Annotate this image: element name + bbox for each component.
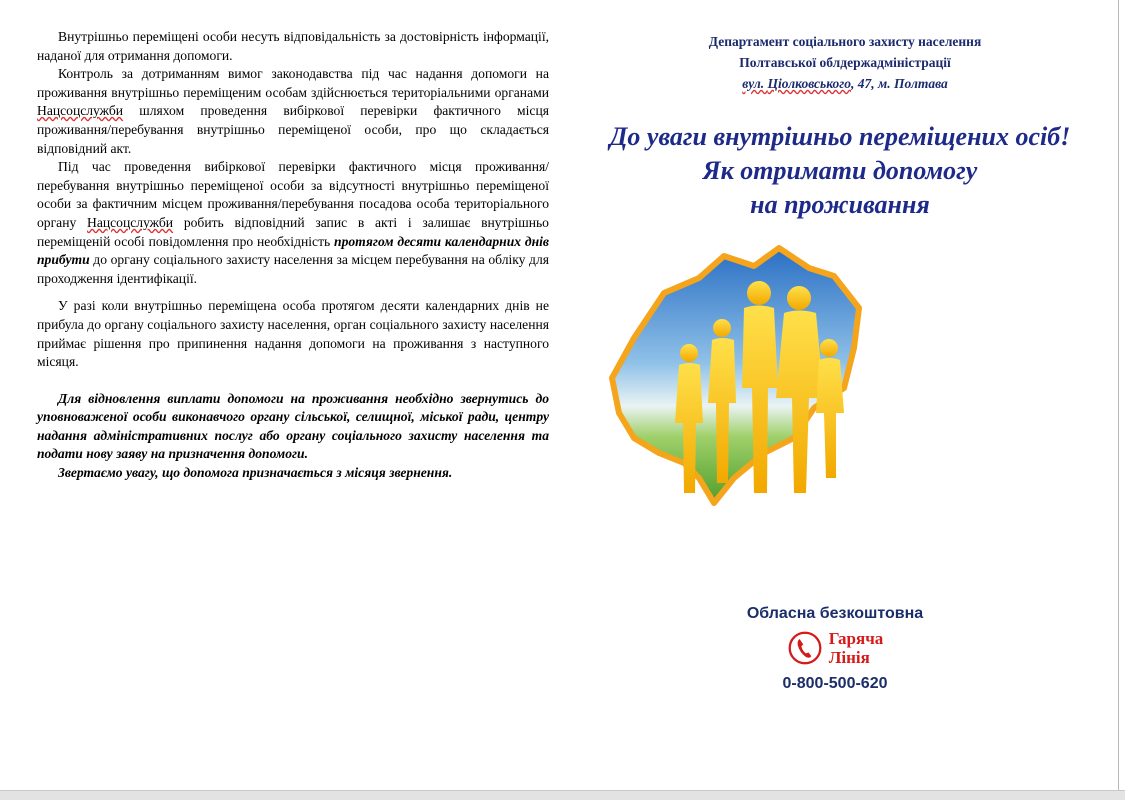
left-column [37, 28, 549, 483]
paragraph-control: Контроль за дотриманням вимог законодавства під час надання допомоги на проживання внутрішньо переміщеним особам здійснюється територіальними органами Нацсоцслужби шляхом проведення вибіркової перевірки фактичного місця проживання/перебування внутрішньо переміщеної особи, про що складається відповідний акт. [37, 66, 549, 156]
paragraph-inspection: Під час проведення вибіркової перевірки фактичного місця проживання/перебування внутрішньо переміщеної особи за відсутності внутрішньо переміщеної особи за фактичним місцем проживання/перебування посадова особа територіального органу Нацсоцслужби робить відповідний запис в акті і залишає внутрішньо переміщеній особі повідомлення про необхідність протягом десяти календарних днів прибути до органу соціального захисту населення за місцем перебування на обліку для проходження ідентифікації. [37, 159, 549, 286]
hotline-number: 0-800-500-620 [782, 675, 888, 692]
hotline-caption: Обласна безкоштовна [746, 605, 924, 622]
administration-name: Полтавської облдержадміністрації [739, 55, 951, 70]
address: вул. Ціолковського, 47, м. Полтава [742, 76, 948, 91]
department-header [620, 31, 1070, 94]
hotline-word-2: Лінія [828, 648, 870, 667]
phone-icon [787, 630, 823, 666]
paragraph-note: Звертаємо увагу, що допомога призначається з місяця звернення. [58, 465, 453, 481]
leaflet-title: До уваги внутрішньо переміщених осіб! Як отримати допомогу на проживання [609, 122, 1071, 219]
emphasis-text: протягом десяти календарних днів прибути [37, 233, 549, 268]
department-name: Департамент соціального захисту населення [708, 34, 982, 49]
paragraph-renewal: Для відновлення виплати допомоги на проживання необхідно звернутись до уповноваженої особи виконавчого органу сільської, селищної, міської ради, центру надання адміністративних послуг або органу соціального захисту населення та подати нову заяву на призначення допомоги. [37, 390, 549, 462]
hotline-block [720, 605, 950, 693]
paragraph-responsibility: Внутрішньо переміщені особи несуть відповідальність за достовірність інформації, наданої для отримання допомоги. [37, 29, 549, 63]
spellcheck-word: Нацсоцслужби [37, 103, 124, 119]
paragraph-termination: У разі коли внутрішньо переміщена особа протягом десяти календарних днів не прибула до органу соціального захисту населення, орган соціального захисту населення приймає рішення про припинення надання допомоги на проживання з наступного місяця. [37, 298, 549, 370]
spellcheck-word: Нацсоцслужби [87, 214, 174, 230]
hotline-word-1: Гаряча [828, 629, 884, 648]
family-map-illustration [604, 238, 864, 518]
